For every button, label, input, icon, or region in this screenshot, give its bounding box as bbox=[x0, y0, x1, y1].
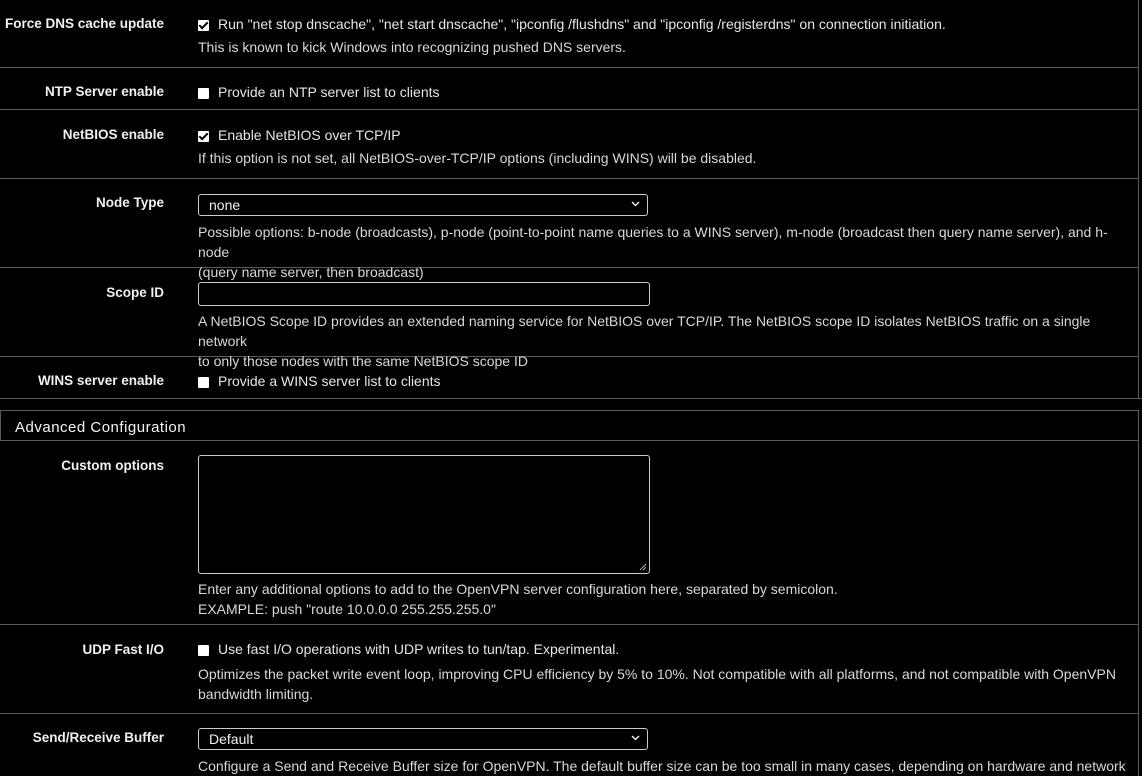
scope-id-help-1: A NetBIOS Scope ID provides an extended naming service for NetBIOS over TCP/IP. The NetBIOS scope ID isolates NetBIOS traffic on a single network bbox=[198, 313, 1091, 349]
udp-fast-io-text: Use fast I/O operations with UDP writes to tun/tap. Experimental. bbox=[218, 641, 620, 657]
netbios-row bbox=[0, 110, 1138, 179]
panel-divider bbox=[0, 398, 1142, 410]
wins-label: WINS server enable bbox=[37, 373, 164, 388]
custom-options-textarea[interactable] bbox=[198, 455, 650, 574]
udp-fast-io-label: UDP Fast I/O bbox=[82, 642, 164, 657]
netbios-checkbox[interactable] bbox=[198, 131, 209, 142]
udp-fast-io-row bbox=[0, 625, 1138, 714]
ntp-checkbox[interactable] bbox=[198, 88, 209, 99]
force-dns-checkbox[interactable] bbox=[198, 20, 209, 31]
netbios-label: NetBIOS enable bbox=[62, 127, 164, 142]
force-dns-help: This is known to kick Windows into recognizing pushed DNS servers. bbox=[198, 39, 626, 55]
scope-id-help-2: to only those nodes with the same NetBIOS scope ID bbox=[198, 353, 528, 369]
chevron-down-icon bbox=[631, 735, 640, 741]
buffer-row bbox=[0, 714, 1138, 776]
advanced-panel-title: Advanced Configuration bbox=[15, 419, 187, 436]
buffer-value: Default bbox=[209, 731, 254, 747]
panel-right-border bbox=[1138, 0, 1139, 399]
netbios-text: Enable NetBIOS over TCP/IP bbox=[218, 127, 401, 143]
wins-row bbox=[0, 357, 1138, 398]
ntp-text: Provide an NTP server list to clients bbox=[218, 84, 440, 100]
buffer-help-1: Configure a Send and Receive Buffer size for OpenVPN. The default buffer size can be too small in many cases, depending on hardware and network bbox=[198, 758, 1126, 774]
node-type-help-2: (query name server, then broadcast) bbox=[198, 264, 424, 280]
advanced-panel-header bbox=[0, 410, 1139, 441]
custom-options-help-1: Enter any additional options to add to the OpenVPN server configuration here, separated by semicolon. bbox=[198, 581, 838, 597]
node-type-label: Node Type bbox=[95, 195, 164, 210]
wins-text: Provide a WINS server list to clients bbox=[218, 373, 441, 389]
node-type-help-1: Possible options: b-node (broadcasts), p-node (point-to-point name queries to a WINS server), m-node (broadcast then query name server), and h-node bbox=[198, 224, 1108, 260]
node-type-select[interactable] bbox=[198, 194, 648, 216]
buffer-label: Send/Receive Buffer bbox=[32, 730, 164, 745]
force-dns-label: Force DNS cache update bbox=[4, 16, 164, 31]
udp-fast-io-help-2: bandwidth limiting. bbox=[198, 686, 314, 702]
scope-id-row bbox=[0, 268, 1138, 369]
chevron-down-icon bbox=[631, 201, 640, 207]
scope-id-label: Scope ID bbox=[106, 285, 164, 300]
custom-options-row bbox=[0, 441, 1138, 625]
custom-options-label: Custom options bbox=[61, 458, 164, 473]
scope-id-input[interactable] bbox=[198, 282, 650, 306]
custom-options-help-2: EXAMPLE: push "route 10.0.0.0 255.255.255.0" bbox=[198, 601, 496, 617]
ntp-label: NTP Server enable bbox=[44, 84, 164, 99]
force-dns-row bbox=[0, 0, 1138, 68]
resize-grip-icon[interactable] bbox=[638, 562, 647, 571]
node-type-row bbox=[0, 179, 1138, 280]
advanced-right-border bbox=[1138, 410, 1139, 776]
buffer-select[interactable] bbox=[198, 728, 648, 750]
netbios-help: If this option is not set, all NetBIOS-over-TCP/IP options (including WINS) will be disabled. bbox=[198, 150, 757, 166]
ntp-row bbox=[0, 68, 1138, 110]
node-type-value: none bbox=[209, 197, 241, 213]
force-dns-text: Run "net stop dnscache", "net start dnscache", "ipconfig /flushdns" and "ipconfig /registerdns" on connection initiation. bbox=[218, 16, 946, 32]
wins-checkbox[interactable] bbox=[198, 377, 209, 388]
udp-fast-io-help-1: Optimizes the packet write event loop, improving CPU efficiency by 5% to 10%. Not compatible with all platforms, and not compatible with OpenVPN bbox=[198, 666, 1116, 682]
udp-fast-io-checkbox[interactable] bbox=[198, 645, 209, 656]
